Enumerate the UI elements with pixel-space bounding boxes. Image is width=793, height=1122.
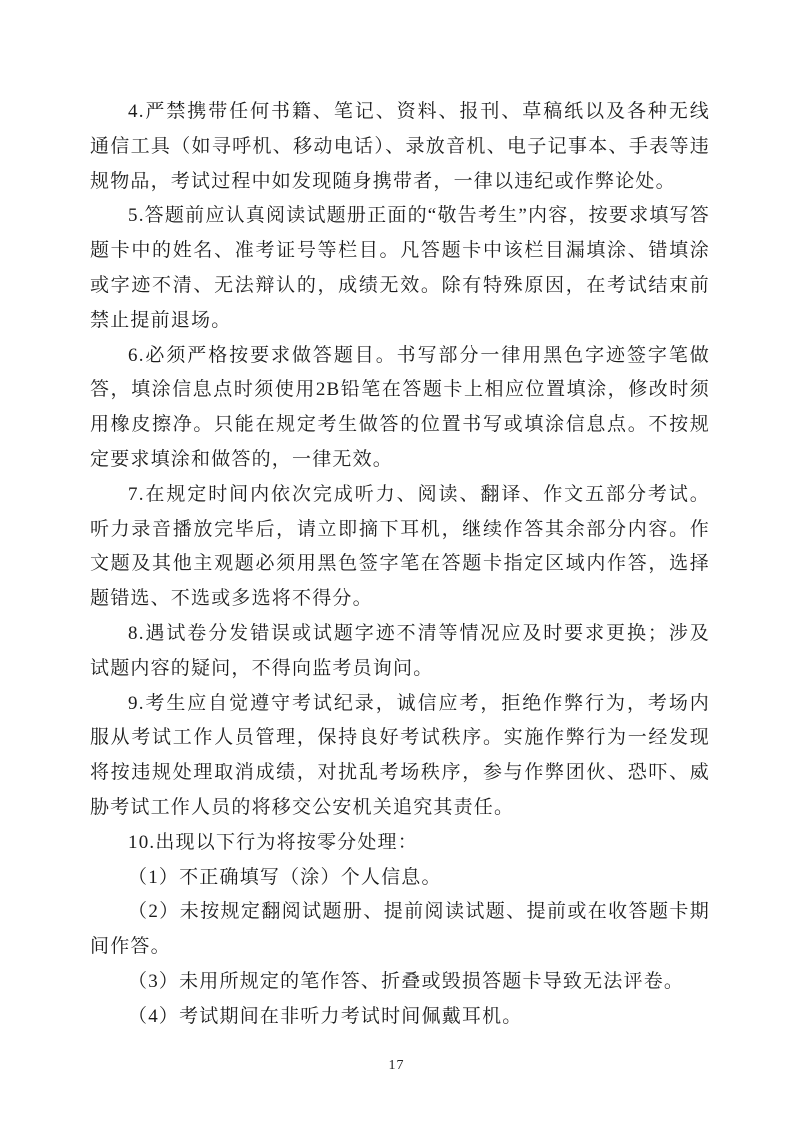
document-body <box>90 95 710 1035</box>
list-item-2: （2）未按规定翻阅试题册、提前阅读试题、提前或在收答题卡期间作答。 <box>90 901 710 958</box>
paragraph-item-4: 4.严禁携带任何书籍、笔记、资料、报刊、草稿纸以及各种无线通信工具（如寻呼机、移动电话）、录放音机、电子记事本、手表等违规物品，考试过程中如发现随身携带者，一律以违纪或作弊论处。 <box>90 101 710 192</box>
list-item-4: （4）考试期间在非听力考试时间佩戴耳机。 <box>128 1005 523 1027</box>
paragraph-item-5: 5.答题前应认真阅读试题册正面的“敬告考生”内容，按要求填写答题卡中的姓名、准考证号等栏目。凡答题卡中该栏目漏填涂、错填涂或字迹不清、无法辩认的，成绩无效。除有特殊原因，在考试结束前禁止提前退场。 <box>90 205 710 331</box>
page-number: 17 <box>388 1058 405 1073</box>
list-item-3: （3）未用所规定的笔作答、折叠或毁损答题卡导致无法评卷。 <box>128 970 685 992</box>
paragraph-item-8: 8.遇试卷分发错误或试题字迹不清等情况应及时要求更换；涉及试题内容的疑问，不得向监考员询问。 <box>90 622 710 679</box>
list-item-1: （1）不正确填写（涂）个人信息。 <box>128 866 442 888</box>
paragraph-item-7: 7.在规定时间内依次完成听力、阅读、翻译、作文五部分考试。听力录音播放完毕后，请立即摘下耳机，继续作答其余部分内容。作文题及其他主观题必须用黑色签字笔在答题卡指定区域内作答，选择题错选、不选或多选将不得分。 <box>90 483 710 610</box>
paragraph-item-9: 9.考生应自觉遵守考试纪录，诚信应考，拒绝作弊行为，考场内服从考试工作人员管理，保持良好考试秩序。实施作弊行为一经发现将按违规处理取消成绩，对扰乱考场秩序，参与作弊团伙、恐吓、威胁考试工作人员的将移交公安机关追究其责任。 <box>90 692 710 818</box>
paragraph-item-6: 6.必须严格按要求做答题目。书写部分一律用黑色字迹签字笔做答，填涂信息点时须使用2B铅笔在答题卡上相应位置填涂，修改时须用橡皮擦净。只能在规定考生做答的位置书写或填涂信息点。不按规定要求填涂和做答的，一律无效。 <box>90 344 710 470</box>
paragraph-item-10: 10.出现以下行为将按零分处理： <box>128 831 418 853</box>
